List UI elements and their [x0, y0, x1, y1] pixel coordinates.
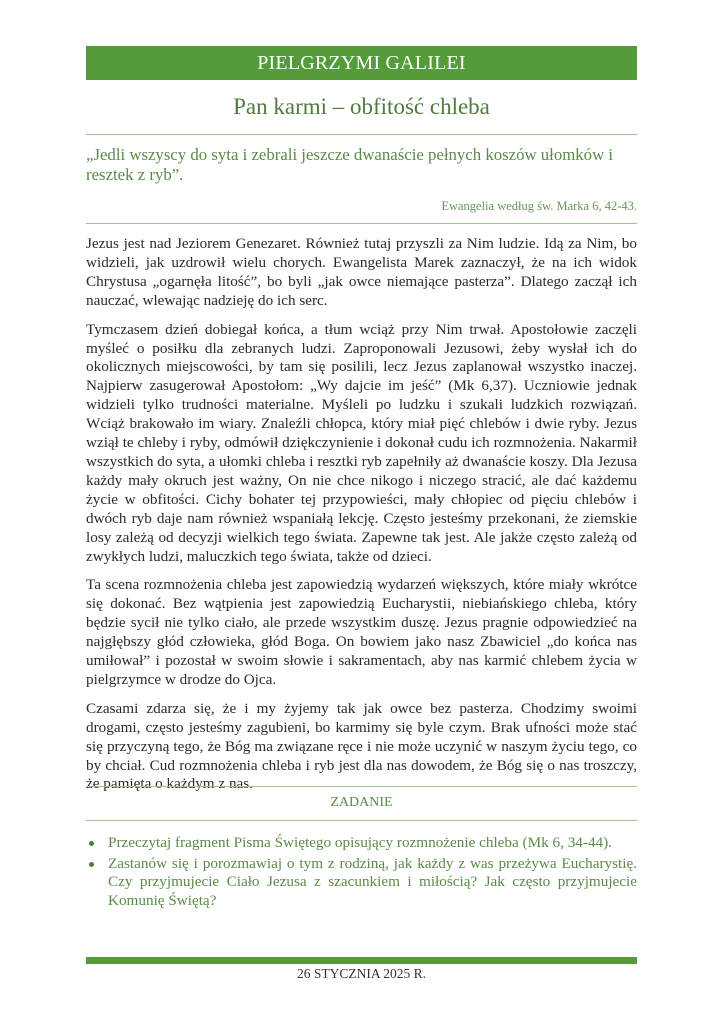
divider	[86, 134, 637, 135]
task-section-title: ZADANIE	[330, 795, 393, 810]
footer-bar	[86, 957, 637, 964]
quote-source: Ewangelia według św. Marka 6, 42-43.	[441, 199, 637, 213]
scripture-quote: „Jedli wszyscy do syta i zebrali jeszcze dwanaście pełnych koszów ułomków i resztek z ryb”.	[86, 145, 614, 184]
series-title: PIELGRZYMI GALILEI	[257, 52, 466, 74]
divider	[86, 223, 637, 224]
bullet-icon	[89, 862, 94, 867]
body-paragraph: Czasami zdarza się, że i my żyjemy tak jak owce bez pasterza. Chodzimy swoimi drogami, często jesteśmy zagubieni, bo karmimy się byle czym. Brak ufności może stać się przyczyną tego, że Bóg ma związane ręce i nie może uczynić w naszym życiu tego, co by chciał. Cud rozmnożenia chleba i ryb jest dla nas dowodem, że Bóg się o nas troszczy, że pamięta o każdym z nas.	[86, 699, 637, 793]
divider	[86, 820, 637, 821]
footer-date: 26 STYCZNIA 2025 R.	[296, 966, 426, 981]
task-item	[86, 855, 637, 911]
task-item	[86, 834, 637, 853]
article-body	[86, 235, 637, 804]
page-title: Pan karmi – obfitość chleba	[233, 94, 490, 119]
body-paragraph: Ta scena rozmnożenia chleba jest zapowiedzią wydarzeń większych, które miały wkrótce się dokonać. Bez wątpienia jest zapowiedzią Eucharystii, niebiańskiego chleba, który będzie sycił nie tylko ciało, ale przede wszystkim duszę. Jezus pragnie odpowiedzieć na najgłębszy głód człowieka, głód Boga. On bowiem jako nasz Zbawiciel „do końca nas umiłował” i pozostał w swoim słowie i sakramentach, aby nas karmić chlebem życia w pielgrzymce w drodze do Ojca.	[86, 576, 637, 688]
task-item-text: Zastanów się i porozmawiaj o tym z rodziną, jak każdy z was przeżywa Eucharystię. Czy przyjmujecie Ciało Jezusa z szacunkiem i miłością? Jak często przyjmujecie Komunię Świętą?	[108, 854, 637, 909]
task-list	[86, 834, 637, 912]
bullet-icon	[89, 841, 94, 846]
body-paragraph: Jezus jest nad Jeziorem Genezaret. Również tutaj przyszli za Nim ludzie. Idą za Nim, bo widzieli, jak uzdrowił wielu chorych. Ewangelista Marek zaznaczył, że na ich widok Chrystusa „ogarnęła litość”, bo byli „jak owce niemające pasterza”. Dlatego zaczął ich nauczać, wlewając nadzieję do ich serc.	[86, 235, 637, 309]
task-item-text: Przeczytaj fragment Pisma Świętego opisujący rozmnożenie chleba (Mk 6, 34-44).	[108, 834, 612, 851]
body-paragraph: Tymczasem dzień dobiegał końca, a tłum wciąż przy Nim trwał. Apostołowie zaczęli myśleć o posiłku dla zebranych ludzi. Zaproponowali Jezusowi, żeby wysłał ich do okolicznych miejscowości, by tam się posilili, lecz Jezus zaplanował wszystko inaczej. Najpierw zasugerował Apostołom: „Wy dajcie im jeść” (Mk 6,37). Uczniowie jednak widzieli tylko trudności materialne. Myśleli po ludzku i szukali ludzkich rozwiązań. Wciąż brakowało im wiary. Znaleźli chłopca, który miał pięć chlebów i dwie ryby. Jezus wziął te chleby i ryby, odmówił dziękczynienie i dokonał cudu ich rozmnożenia. Nakarmił wszystkich do syta, a ułomki chleba i resztki ryb zapełniły aż dwanaście koszy. Dla Jezusa każdy mały okruch jest ważny, On nie chce nikogo i niczego stracić, ale dać każdemu życie w obfitości. Cichy bohater tej przypowieści, mały chłopiec od pięciu chlebów i dwóch ryb daje nam również wspaniałą lekcję. Często jesteśmy przekonani, że ziemskie losy zależą od decyzji wielkich tego świata. Zapewne tak jest. Ale jakże często zależą od zwykłych ludzi, maluczkich tego świata, także od dzieci.	[86, 320, 637, 565]
divider	[86, 786, 637, 787]
series-header-bar	[86, 46, 637, 80]
